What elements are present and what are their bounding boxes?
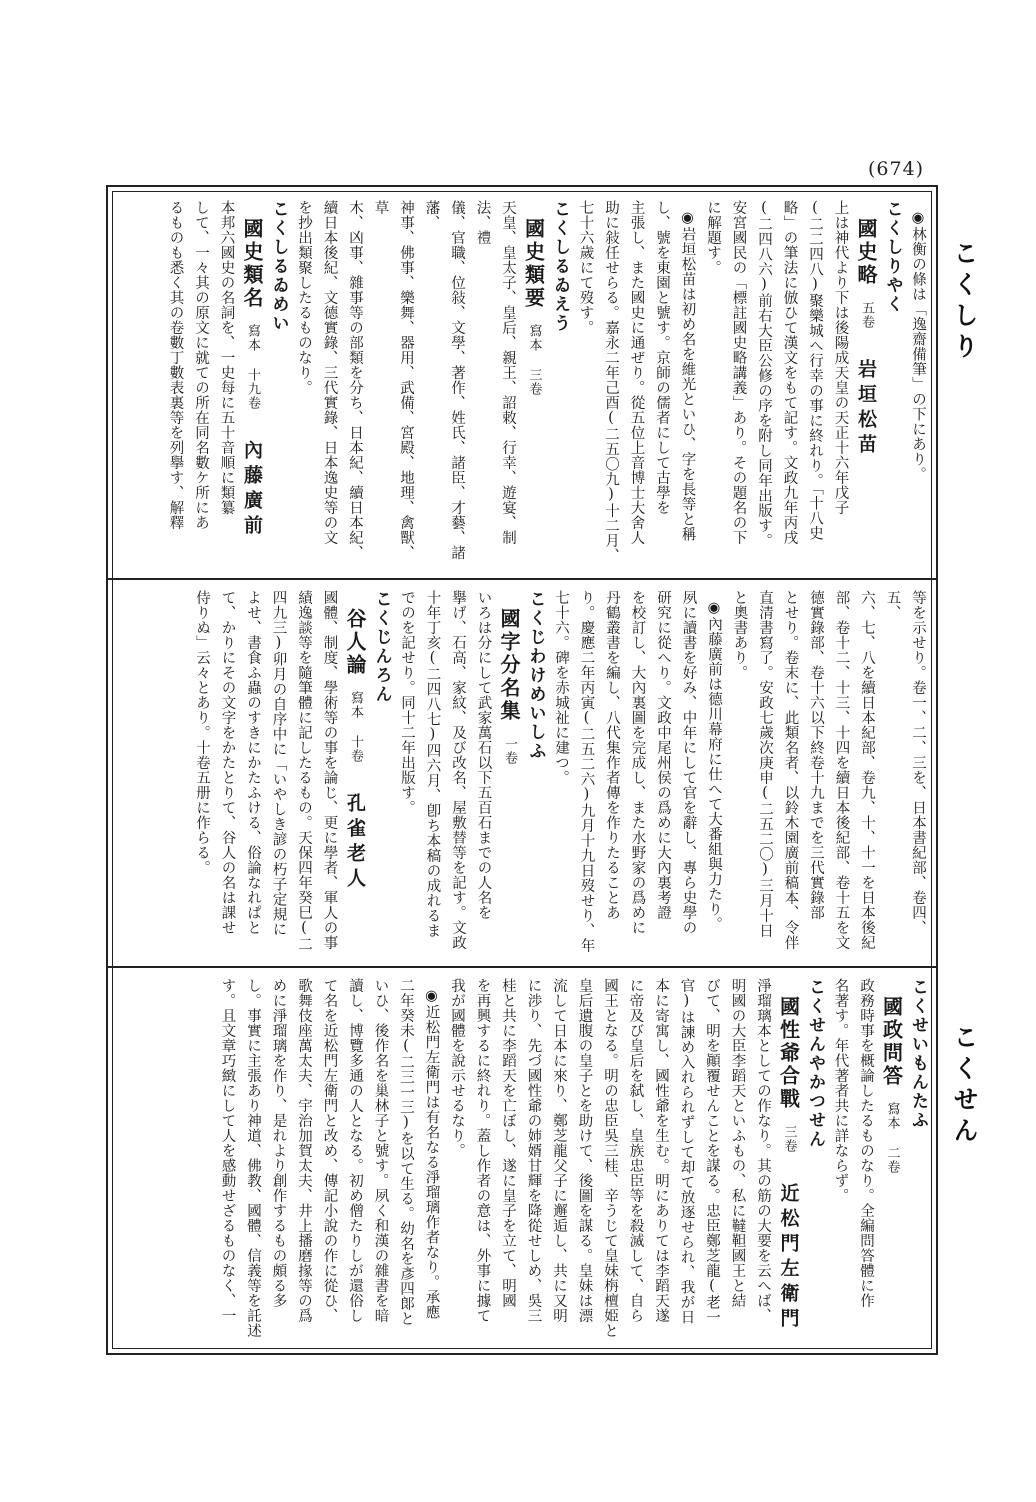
text-line: びて、明を顚覆せんことを謀る。忠臣鄭芝龍(老一 (704, 978, 720, 1325)
title-text: 國政問答 (879, 996, 904, 1088)
text-line: ◉內藤廣前は德川幕府に仕へて大番組與力たり。 (706, 600, 722, 932)
text-line: 四九三)卯月の自序中に「いやしき諺の朽子定規に (270, 590, 287, 937)
text-line: 皇后遺腹の皇子とを助けて、後圖を謀る。皇妹は漂 (576, 978, 593, 1323)
author-name: 孔雀老人 (344, 793, 366, 893)
text-line: でのを記せり。同十二年出版す。 (399, 590, 415, 815)
text-line: 上は神代より下は後陽成天皇の天正十六年戊子 (832, 200, 849, 515)
volume-count: 三卷 (781, 1125, 797, 1153)
text-line: 安宮國民の「標註國史略講義」あり。その題名の下 (730, 200, 747, 545)
text-line: 略」の筆法に倣ひて漢文をもて記す。文政九年丙戌 (781, 200, 798, 545)
text-line: し。事實に主張あり神道、佛教、國體、信義等を託述 (245, 978, 261, 1338)
section-header-bottom: こくせん (950, 1024, 979, 1148)
text-line: 部、卷十二、十三、十四を續日本後紀部、卷十五を文 (833, 590, 850, 950)
section-header-top: こくしり (950, 240, 979, 364)
text-line: 績逸談等を隨筆體に記したるもの。天保四年癸巳(二 (296, 590, 312, 952)
text-line: 十年丁亥(二四八七)四六月、卽ち本稿の成れるま (424, 590, 441, 938)
text-line: て、かりにその文字をかたとりて、谷人の名は課せ (219, 590, 236, 935)
title-text: 國史略 (854, 218, 878, 287)
text-line: 助に敍任せらる。嘉永二年己酉(二五〇九)十二月、 (603, 200, 619, 563)
text-line: 續日本後紀、文德實錄、三代實錄、日本逸史等の文 (321, 200, 338, 545)
entry-keyword: こくじわけめいしふ (525, 590, 546, 761)
text-line: に帝及び皇后を弑し、皇族忠臣等を殺滅して、自ら (627, 978, 644, 1323)
text-line: 侍りぬ」云々とあり。十卷五册に作らる。 (194, 590, 210, 875)
title-text: 國史類名 (240, 218, 264, 310)
text-line: ◉近松門左衛門は有名なる淨瑠璃作者なり。承應 (423, 988, 440, 1320)
entry-keyword: こくしりやく (882, 200, 903, 314)
entry-title (853, 200, 880, 574)
entry-title (878, 978, 905, 1348)
entry-keyword: こくせんやかつせん (805, 978, 825, 1149)
text-line: 擧げ、石高、家紋、及び改名、屋敷替等を記す。文政 (450, 590, 466, 950)
text-line: す。且文章巧緻にして人を感動せざるものなく、一 (219, 978, 236, 1323)
band-2 (118, 590, 930, 960)
volume-count: 寫本 十卷 (348, 691, 363, 763)
band-divider-2 (108, 966, 936, 968)
band-1 (118, 200, 930, 574)
text-line: (二二四八)聚樂城へ行幸の事に終れり。「十八史 (807, 200, 823, 541)
text-line: 等を示せり。卷一、二、三を、日本書紀部、卷四、五、 (884, 590, 926, 935)
text-line: 直清書寫了。安政七歲次庚申(二五二〇)三月十日 (757, 590, 773, 938)
text-line: 神事、佛事、樂舞、器用、武備、宮殿、地理、禽獸、草 (372, 200, 414, 560)
text-line: めに淨瑠璃を作り、是れより創作するもの頗る多 (270, 978, 287, 1308)
entry-title (496, 590, 523, 960)
text-line: 德實錄部、卷十六以下終卷十九までを三代實錄部 (808, 590, 824, 920)
text-line: と奧書あり。 (731, 590, 748, 680)
entry-title (775, 978, 802, 1348)
entry-keyword: こくせいもんたふ (908, 978, 928, 1130)
text-line: 儀、官職、位敍、文學、著作、姓氏、諸臣、才藝、諸藩、 (423, 200, 465, 560)
text-line: 淨瑠璃本としての作なり。其の筋の大要を云へば、 (755, 978, 771, 1323)
text-line: 本に寄寓し、國性爺を生む。明にありては李蹈天遂 (653, 978, 669, 1323)
text-line: 二年癸未(二三一三)を以て生る。幼名を彥四郞と (398, 978, 414, 1326)
text-line: いろは分にして武家萬石以下五百石までの人名を (475, 590, 492, 920)
text-line: 七十六歲にて歿す。 (577, 200, 594, 335)
text-line: を再興するに終れり。蓋し作者の意は、外事に據て (474, 978, 491, 1323)
text-line: るものも悉く其の卷數丁數表裏等を列擧す、解釋 (167, 200, 184, 530)
entry-title (342, 590, 369, 960)
text-line: 官)は諫め入れられずして却て放逐せられ、我が日 (678, 978, 695, 1325)
entry-title (520, 200, 547, 574)
text-line: とせり。卷末に、此類名者、以鈴木園廣前稿本、令伴 (782, 590, 799, 950)
title-text: 國史類要 (521, 218, 546, 310)
text-line: を校訂し、大內裏圖を完成し、また水野家の爲めに (629, 590, 646, 935)
entry-keyword: こくしるゐえう (550, 200, 570, 333)
volume-count: 寫本 三卷 (526, 324, 542, 396)
author-name: 近松門左衛門 (777, 1183, 800, 1333)
text-line: 天皇、皇太子、皇后、親王、詔敕、行幸、遊宴、制法、禮 (474, 200, 516, 545)
entry-keyword: こくじんろん (371, 590, 392, 704)
text-line: ◉岩垣松苗は初め名を維光といひ、字を長等と稱 (679, 210, 696, 542)
title-text: 國性爺合戰 (776, 996, 801, 1111)
text-line: (二四八六)前右大臣公修の序を附し同年出版す。 (756, 200, 772, 548)
text-line: 我が國體を說示せるなり。 (449, 978, 465, 1158)
entry-title (239, 200, 266, 574)
volume-count: 寫本 二卷 (884, 1102, 900, 1174)
text-line: 國王となる。明の忠臣吳三桂、辛うじて皇妹栴檀姫と (602, 978, 618, 1338)
band-3 (118, 978, 930, 1348)
text-line: 明國の大臣李蹈天といふもの、私に韃靼國王と結 (729, 978, 746, 1308)
text-line: 木、凶事、雜事等の部類を分ち、日本紀、續日本紀、 (347, 200, 363, 560)
title-text: 國字分名集 (497, 608, 521, 723)
text-line: 歌舞伎座萬太夫、宇治加賀太夫、井上播磨掾等の爲 (296, 978, 312, 1323)
text-line: て名を近松門左衛門と改め、傳記小說の作に從ひ、 (321, 978, 338, 1323)
text-line: に解題す。 (705, 200, 721, 275)
text-line: ◉林衡の條は「逸齋備筆」の下にあり。 (910, 210, 926, 482)
entry-keyword: こくしるゐめい (268, 200, 289, 333)
text-line: 國體、制度、學術等の事を論じ、更に學者、軍人の事 (321, 590, 338, 950)
title-text: 谷人論 (343, 608, 367, 677)
text-line: いひ、後作名を巢林子と號す。夙く和漢の雜書を暗 (372, 978, 389, 1323)
text-line: 丹鶴叢書を編し、八代集作者傳を作りたることあ (604, 590, 620, 920)
page-number: (674) (868, 158, 925, 180)
text-line: 流して日本に來り、鄭芝龍父子に邂逅し、共に又明 (551, 978, 567, 1323)
band-divider-1 (108, 578, 936, 580)
text-line: よせ、書食ふ蟲のすきにかたふける、俗論なれぱと (245, 590, 261, 935)
text-line: を抄出類聚したるものなり。 (296, 200, 312, 395)
text-line: り。慶應二年丙寅(二五二六)九月十九日歿せり、年 (578, 590, 595, 953)
volume-count: 五卷 (859, 301, 874, 329)
author-name: 岩垣松苗 (855, 359, 877, 459)
volume-count: 一卷 (502, 737, 517, 765)
text-line: して、一々其の原文に就ての所在同名數ケ所にあ (193, 200, 209, 530)
text-line: 夙に讀書を好み、中年にして官を辭し、專ら史學の (680, 590, 697, 935)
text-line: 六、七、八を續日本紀部、卷九、十、十一を日本後紀 (859, 590, 875, 950)
text-line: 名著す。年代著者共に詳ならず。 (832, 978, 849, 1203)
text-line: 七十六。碑を赤城祉に建つ。 (553, 590, 569, 785)
text-line: し、號を東園と號す。京師の儒者にして古學を (654, 200, 670, 515)
text-line: 主張し、また國史に通ぜり。從五位上音博士大舍人 (628, 200, 645, 545)
text-line: 政務時事を概論したるものなり。全編問答體に作 (858, 978, 874, 1308)
text-line: 桂と共に李蹈天を亡ぼし、遂に皇子を立て、明國 (500, 978, 516, 1308)
text-line: 研究に從へり。文政中尾州侯の爲めに大內裏考證 (655, 590, 671, 920)
text-line: 讀し、博覽多通の人となる。初め僧たりしが還俗し (347, 978, 363, 1323)
volume-count: 寫本 十九卷 (245, 324, 260, 410)
text-line: に渉り、先づ國性爺の姉婿甘輝を降從せしめ、吳三 (525, 978, 542, 1323)
text-line: 本邦六國史の名詞を、一史每に五十音順に類纂 (218, 200, 235, 515)
author-name: 內藤廣前 (241, 440, 263, 540)
